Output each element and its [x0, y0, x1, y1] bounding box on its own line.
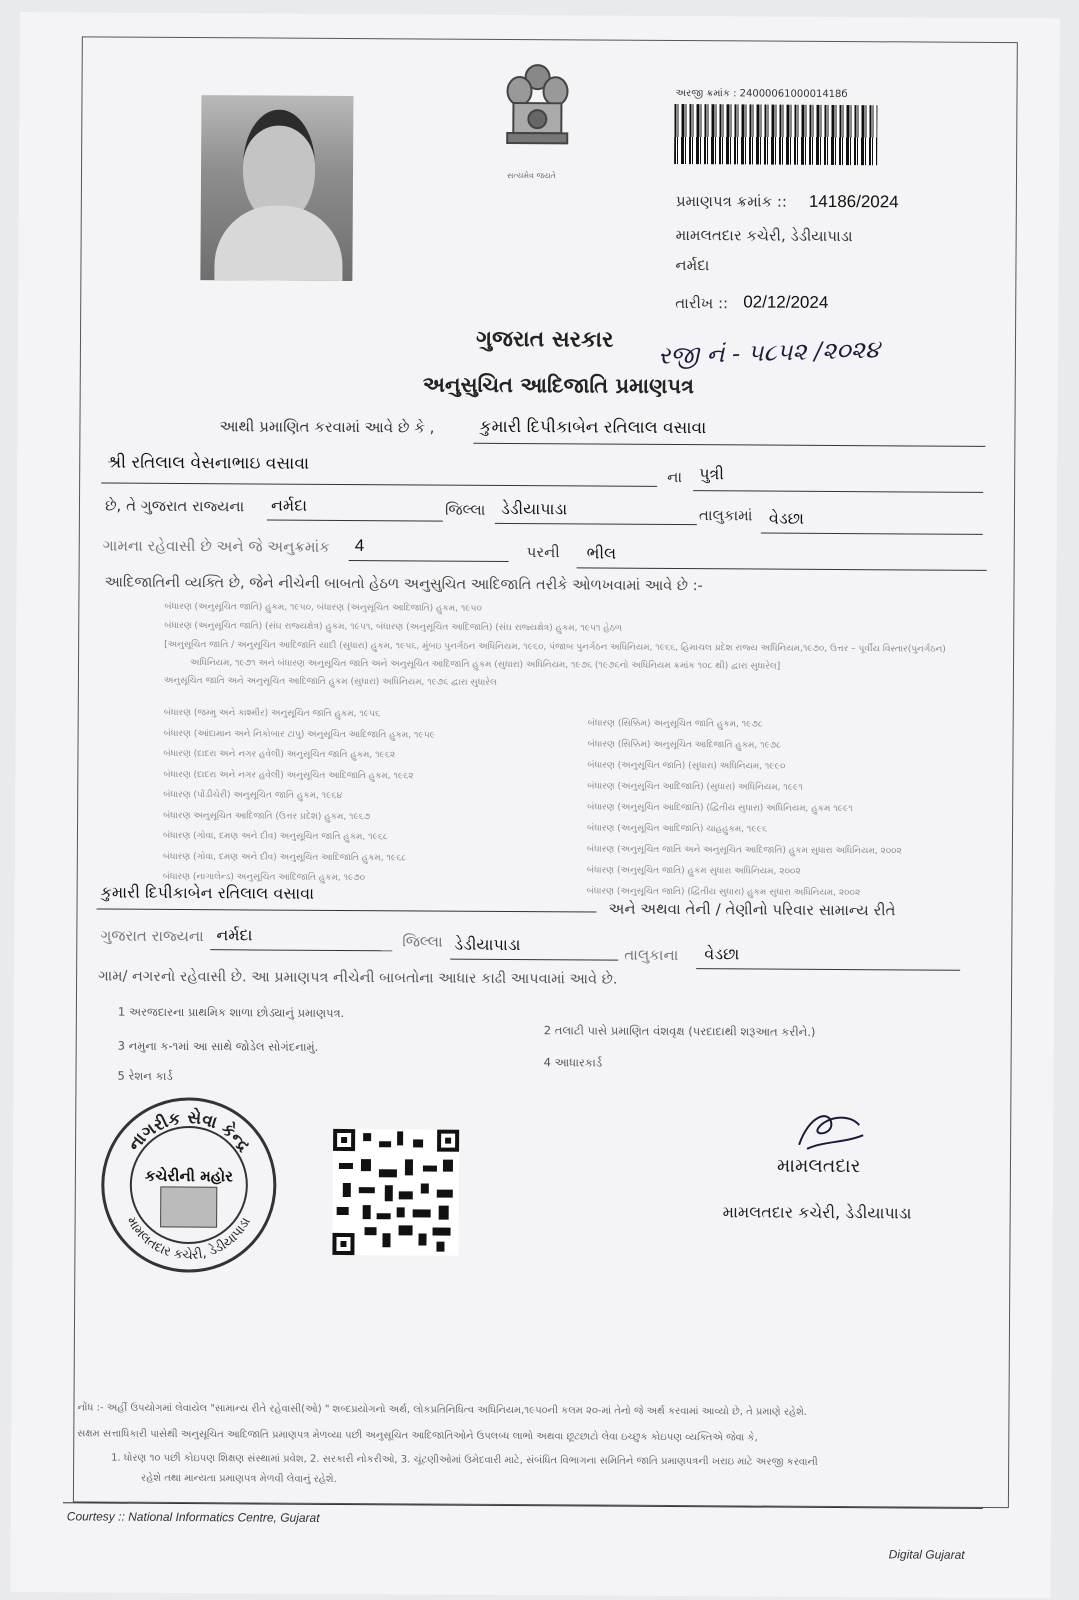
application-number: અરજી ક્રમાંક : 2400006100001418б — [675, 88, 848, 101]
tribe-name: ભીલ — [586, 543, 617, 563]
order-item: બંધારણ (અનુસૂચિત જાતિ) (દ્વિતીય સુધારા) હુકમ સુધારા અધિનિયમ, ૨૦૦૨ — [586, 886, 861, 899]
barcode — [674, 104, 877, 165]
holder-name-repeat: કુમારી દિપીકાબેન રતિલાલ વસાવા — [100, 882, 315, 903]
taluka-value: ડેડીયાપાડા — [500, 498, 568, 519]
order-item: બંધારણ અનુસૂચિત આદિજાતિ (ઉત્તર પ્રદેશ) હુકમ, ૧૯૬૭ — [163, 810, 371, 822]
residence-taluka-label: તાલુકાના — [624, 945, 679, 965]
intro-text: આથી પ્રમાણિત કરવામાં આવે છે કે , — [219, 417, 435, 437]
father-name: શ્રી રતિલાલ વેસનાભાઇ વસાવા — [107, 452, 310, 474]
emblem-caption: સત્યમેવ જયતે — [506, 170, 557, 181]
government-title: ગુજરાત સરકાર — [475, 326, 614, 353]
order-item: બંધારણ (જમ્મુ અને કાશ્મીર) અનુસૂચિત જાતિ હુકમ, ૧૯૫૬ — [163, 707, 381, 720]
residence-district-label: જિલ્લા — [402, 932, 443, 951]
serial-number: 4 — [354, 536, 365, 556]
order-item: બંધારણ (આંદામાન અને નિકોબાર ટાપુ) અનુસૂચિત આદિજાતિ હુકમ, ૧૯૫૯ — [163, 728, 436, 741]
order-item: બંધારણ (અનુસૂચિત જાતિ અને અનુસૂચિત આદિજાતિ) હુકમ સુધારા અધિનિયમ, ૨૦૦૨ — [586, 844, 902, 857]
order-item: બંધારણ (દાદરા અને નગર હવેલી) અનુસૂચિત જાતિ હુકમ, ૧૯૬૨ — [163, 748, 396, 761]
orders-right-column — [587, 713, 978, 904]
order-item: બંધારણ (નાગાલેન્ડ) અનુસૂચિત આદિજાતિ હુકમ, ૧૯૭૦ — [162, 871, 366, 884]
document-item: 5 રેશન કાર્ડ — [117, 1068, 173, 1083]
district-label: જિલ્લા — [444, 500, 486, 519]
residence-village: વેડછા — [704, 944, 740, 964]
orders-wide-block — [164, 601, 965, 693]
order-line: અધિનિયમ, ૧૯૭૧ અને બંધારણ અનુસૂચિત જાતિ અને અનુસૂચિત આદિજાતિ હુકમ (સુધારા) અધિનિયમ, ૧૯૭૬ (૧૯૭૬નો અધિનિયમ ક્રમાંક ૧૦૮ થી) દ્વારા સુધારેલ] — [189, 658, 781, 672]
residence-taluka-value: ડેડીયાપાડા — [454, 934, 521, 955]
na-label: ના — [667, 467, 683, 487]
family-label: અને અથવા તેની / તેણીનો પરિવાર સામાન્ય રીતે — [608, 899, 896, 920]
order-item: બંધારણ (અનુસૂચિત આદિજાતિ) (સુધારા) અધિનિયમ, ૧૯૯૧ — [587, 781, 803, 793]
taluka-label: તાલુકામાં — [698, 506, 753, 525]
signatory-office: મામલતદાર કચેરી, ડેડીયાપાડા — [722, 1202, 912, 1223]
order-item: બંધારણ (અનુસૂચિત આદિજાતિ) ચાહહુકમ, ૧૯૯૬ — [586, 823, 768, 835]
certificate-number: 14186/2024 — [808, 191, 899, 212]
note-line-3: 1. ધોરણ ૧૦ પછી કોઇપણ શિક્ષણ સંસ્થામાં પ્રવેશ, 2. સરકારી નોકરીઓ, 3. ચૂંટણીઓમાં ઉમેદવારી માટે, સંબંધિત વિભાગના સમિતિને જાતિ પ્રમાણપત્રની ખરાઇ માટે અરજી કરવાની — [111, 1452, 818, 1468]
tribe-sentence: આદિજાતિની વ્યક્તિ છે, જેને નીચેની બાબતો હેઠળ અનુસુચિત આદિજાતિ તરીકે ઓળખવામાં આવે છે :- — [104, 574, 703, 595]
signatory-title: મામલતદાર — [776, 1154, 861, 1178]
office-name: મામલતદાર કચેરી, ડેડીયાપાડા — [675, 226, 853, 246]
basis-sentence: ગામ/ નગરનો રહેવાસી છે. આ પ્રમાણપત્ર નીચેની બાબતોના આધાર કાઢી આપવામાં આવે છે. — [98, 968, 618, 988]
date-label: તારીખ :: — [675, 294, 729, 313]
order-item: બંધારણ (ગોવા, દમણ અને દીવ) અનુસૂચિત આદિજાતિ હુકમ, ૧૯૬૮ — [162, 851, 407, 863]
seal-center-text: કચેરીની મહોર — [144, 1166, 233, 1186]
handwritten-registration: રજી નં - ૫૮૫૨ /૨૦૨૪ — [657, 335, 881, 370]
order-item: બંધારણ (અનુસૂચિત જાતિ) હુકમ સુધારા અધિનિયમ, ૨૦૦૨ — [586, 865, 801, 877]
order-item: બંધારણ (સિક્કિમ) અનુસૂચિત આદિજાતિ હુકમ, ૧૯૭૮ — [587, 739, 782, 751]
document-item: 1 અરજદારના પ્રાથમિક શાળા છોડ્યાનું પ્રમાણપત્ર. — [117, 1004, 345, 1020]
order-item: બંધારણ (અનુસૂચિત આદિજાતિ) (દ્વિતીય સુધારા) અધિનિયમ, હુકમ ૧૯૯૧ — [587, 802, 853, 815]
certificate-title: અનુસુચિત આદિજાતિ પ્રમાણપત્ર — [422, 372, 694, 399]
order-line: બંધારણ (અનુસૂચિત જાતિ) (સંઘ રાજ્યક્ષેત્ર) હુકમ, ૧૯૫૧, બંધારણ (અનુસૂચિત આદિજાતિ) (સંઘ રાજ્યક્ષેત્ર) હુકમ, ૧૯૫૧ હેઠળ — [164, 620, 623, 634]
residence-state-label: ગુજરાત રાજ્યના — [100, 926, 204, 946]
certificate-sheet — [10, 12, 1060, 1598]
national-emblem-icon — [497, 57, 578, 167]
seal-top-text: નાગરીક સેવા કેન્દ્ર — [124, 1107, 255, 1156]
order-item: બંધારણ (સિક્કિમ) અનુસૂચિત જાતિ હુકમ, ૧૯૭૮ — [587, 718, 763, 730]
village: વેડછા — [768, 508, 805, 528]
order-item: બંધારણ (પોંડીચેરી) અનુસૂચિત જાતિ હુકમ, ૧૯૬૪ — [163, 789, 343, 801]
note-line-2: સક્ષમ સત્તાધિકારી પાસેથી અનુસૂચિત આદિજાતિ પ્રમાણપત્ર મેળવ્યા પછી અનુસૂચિત આદિજાતિઓને ઉપલબ્ધ લાભો અથવા છૂટછાટો લેવા ઇચ્છુક કોઇપણ વ્યક્તિએ જેવા કે, — [77, 1428, 758, 1444]
holder-photo — [200, 95, 353, 281]
order-item: બંધારણ (દાદરા અને નગર હવેલી) અનુસૂચિત આદિજાતિ હુકમ, ૧૯૬૨ — [163, 769, 414, 781]
order-line: અનુસૂચિત જાતિ અને અનુસૂચિત આદિજાતિ હુકમ (સુધારા) અધિનિયમ, ૧૯૭૬ દ્વારા સુધારેલ — [163, 675, 497, 688]
holder-name: કુમારી દિપીકાબેન રતિલાલ વસાવા — [479, 416, 707, 439]
footer-brand: Digital Gujarat — [888, 1547, 965, 1562]
orders-left-column — [163, 703, 574, 890]
certificate-date: 02/12/2024 — [743, 292, 829, 312]
order-item: બંધારણ (ગોવા, દમણ અને દીવ) અનુસૂચિત જાતિ હુકમ, ૧૯૬૮ — [162, 830, 388, 843]
note-line-1: નોંધ :- અહીં ઉપયોગમાં લેવાયેલ "સામાન્ય રીતે રહેવાસી(ઓ) " શબ્દપ્રયોગનો અર્થ, લોકપ્રતિનિધિત્વ અધિનિયમ,૧૯૫૦ની કલમ ૨૦-માં તેનો જે અર્થ કરવામાં આવ્યો છે, તે પ્રમાણે રહેશે. — [77, 1402, 808, 1418]
order-item: બંધારણ (અનુસૂચિત જાતિ) (સુધારા) અધિનિયમ, ૧૯૯૦ — [587, 760, 786, 772]
qr-code — [332, 1129, 459, 1256]
office-seal — [98, 1095, 279, 1276]
note-line-4: રહેશે તથા માન્યતા પ્રમાણપત્ર મેળવી લેવાનું રહેશે. — [141, 1472, 337, 1485]
state-label: છે, તે ગુજરાત રાજ્યના — [104, 496, 245, 516]
office-district: નર્મદા — [675, 256, 710, 275]
order-line: [અનુસૂચિત જાતિ / અનુસૂચિત આદિજાતિ યાદી (સુધારા) હુકમ, ૧૯૫૬, મુંબઇ પુનર્ગઠન અધિનિયમ, ૧૯૬૦, પંજાબ પુનર્ગઠન અધિનિયમ, ૧૯૬૬, હિમાચલ પ્રદેશ રાજ્ય અધિનિયમ,૧૯૭૦, ઉત્તર – પૂર્વીય વિસ્તાર(પુનર્ગઠન) — [164, 639, 946, 655]
par-label: પરની — [526, 543, 560, 562]
order-line: બંધારણ (અનુસૂચિત જાતિ) હુકમ, ૧૯૫૦, બંધારણ (અનુસૂચિત આદિજાતિ) હુકમ, ૧૯૫૦ — [164, 601, 482, 614]
district: નર્મદા — [270, 495, 308, 515]
document-item: 3 નમુના ક-૧માં આ સાથે જોડેલ સોગંદનામું. — [117, 1038, 319, 1054]
document-item: 2 તલાટી પાસે પ્રમાણિત વંશવૃક્ષ (પરદાદાથી શરૂઆત કરીને.) — [543, 1023, 816, 1039]
footer-courtesy: Courtesy :: National Informatics Centre, Gujarat — [66, 1509, 320, 1525]
relation: પુત્રી — [699, 464, 725, 484]
document-item: 4 આધારકાર્ડ — [543, 1055, 603, 1070]
certificate-number-label: પ્રમાણપત્ર ક્રમાંક :: — [675, 192, 788, 211]
residence-district: નર્મદા — [216, 925, 253, 945]
resident-label: ગામના રહેવાસી છે અને જે અનુક્રમાંક — [102, 536, 330, 556]
seal-bottom-text: મામલતદાર કચેરી, ડેડીયાપાડા — [123, 1214, 254, 1264]
signature-image — [789, 1105, 869, 1155]
